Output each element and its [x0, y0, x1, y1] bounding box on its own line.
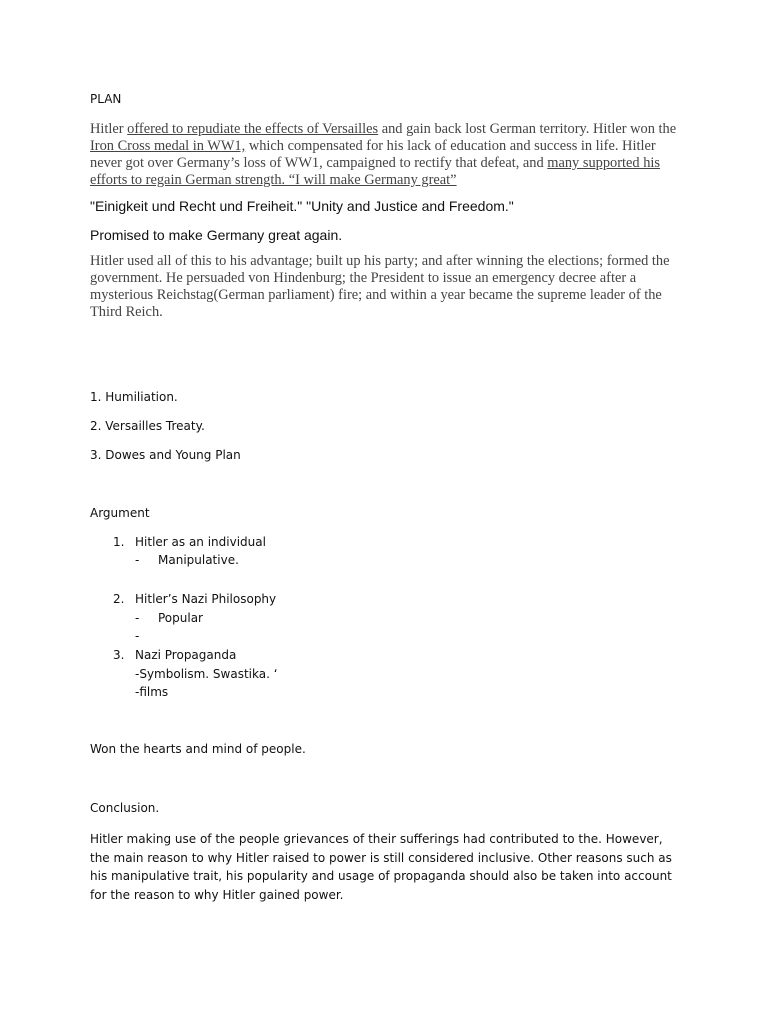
argument-heading: Argument [90, 506, 150, 520]
argument-2-title: Hitler’s Nazi Philosophy [135, 592, 277, 606]
conclusion-paragraph: Hitler making use of the people grievances of their sufferings had contributed to the. However, the main reason to why Hitler raised to power is still considered inclusive. Other reasons such as his manipulative trait, his popularity and usage of propaganda should also be taken into account for the reason to why Hitler gained power. [90, 832, 672, 902]
argument-2-point: Popular [158, 611, 203, 625]
rise-paragraph: Hitler used all of this to his advantage; built up his party; and after winning the elections; formed the government. He persuaded von Hindenburg; the President to issue an emergency decree after a mysterious Reichstag(German parliament) fire; and within a year became the supreme leader of the Third Reich. [90, 253, 670, 320]
promise-line: Promised to make Germany great again. [90, 227, 343, 243]
argument-3-point-2: -films [135, 685, 169, 699]
won-hearts-line: Won the hearts and mind of people. [90, 742, 306, 756]
argument-2-dash: - [135, 611, 140, 625]
intro-text-2: and gain back lost German territory. Hitler won the [378, 121, 677, 137]
intro-text-1: Hitler [90, 121, 128, 137]
cause-item-1: 1. Humiliation. [90, 390, 178, 404]
intro-link-support: many supported his efforts to regain German strength. “I will make Germany great” [90, 155, 660, 188]
motto-quote: "Einigkeit und Recht und Freiheit." "Unity and Justice and Freedom." [90, 198, 514, 214]
conclusion-heading: Conclusion. [90, 801, 160, 815]
argument-3-point-1: -Symbolism. Swastika. ‘ [135, 667, 278, 681]
argument-1-title: Hitler as an individual [135, 535, 266, 549]
argument-1-dash: - [135, 553, 140, 567]
intro-link-versailles: offered to repudiate the effects of Versailles [127, 121, 379, 137]
plan-heading: PLAN [90, 92, 122, 106]
intro-link-iron-cross: Iron Cross medal in WW1, [90, 138, 246, 154]
argument-3-title: Nazi Propaganda [135, 648, 237, 662]
argument-2-number: 2. [113, 592, 125, 606]
argument-3-number: 3. [113, 648, 125, 662]
argument-1-point: Manipulative. [158, 553, 239, 567]
cause-item-2: 2. Versailles Treaty. [90, 419, 205, 433]
argument-1-number: 1. [113, 535, 125, 549]
argument-2-empty-dash: - [135, 629, 140, 643]
cause-item-3: 3. Dowes and Young Plan [90, 448, 241, 462]
intro-text-3: which compensated for his lack of education and success in life. Hitler never got over Germany’s loss of WW1, campaigned to rectify that defeat, and [90, 138, 656, 171]
intro-paragraph [90, 121, 680, 189]
